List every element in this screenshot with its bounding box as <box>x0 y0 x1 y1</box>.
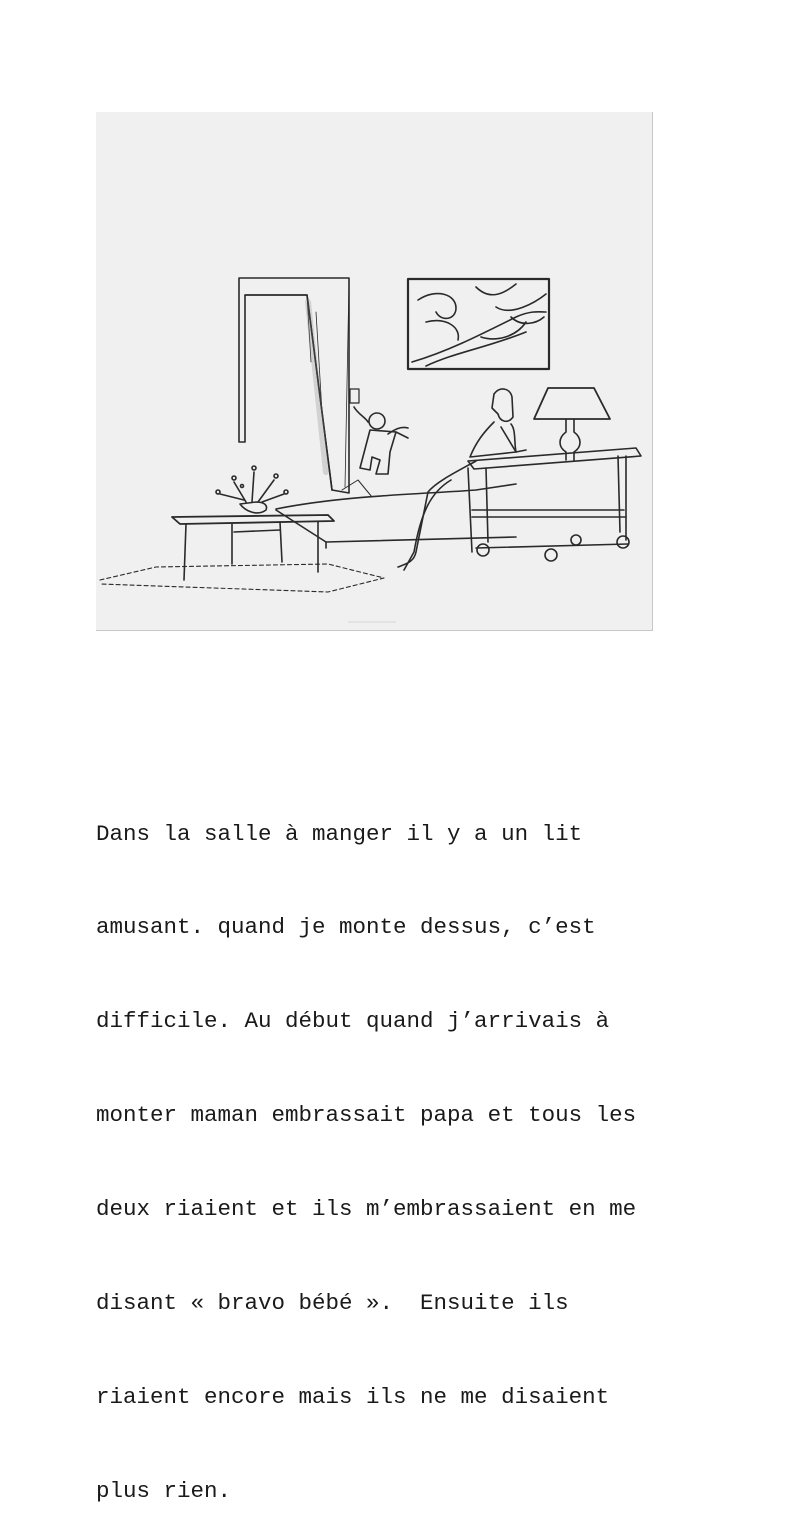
story-line: riaient encore mais ils ne me disaient <box>96 1383 610 1410</box>
rug-drawing <box>100 564 384 592</box>
story-line: monter maman embrassait papa et tous les <box>96 1102 637 1129</box>
story-line: plus rien. <box>96 1477 232 1504</box>
cart-drawing <box>468 448 641 561</box>
door-drawing <box>239 278 349 493</box>
story-line: difficile. Au début quand j’arrivais à <box>96 1008 610 1035</box>
plant-drawing <box>216 466 288 513</box>
story-line: Dans la salle à manger il y a un lit <box>96 820 583 847</box>
baby-drawing <box>342 389 408 497</box>
wall-painting-drawing <box>408 279 549 369</box>
story-line: deux riaient et ils m’embrassaient en me <box>96 1196 637 1223</box>
story-text <box>96 756 736 1538</box>
coffee-table-drawing <box>172 515 334 580</box>
story-line: amusant. quand je monte dessus, c’est <box>96 914 596 941</box>
man-drawing <box>398 389 526 570</box>
illustration <box>96 112 653 631</box>
lamp-drawing <box>534 388 610 460</box>
story-line: disant « bravo bébé ». Ensuite ils <box>96 1290 569 1317</box>
